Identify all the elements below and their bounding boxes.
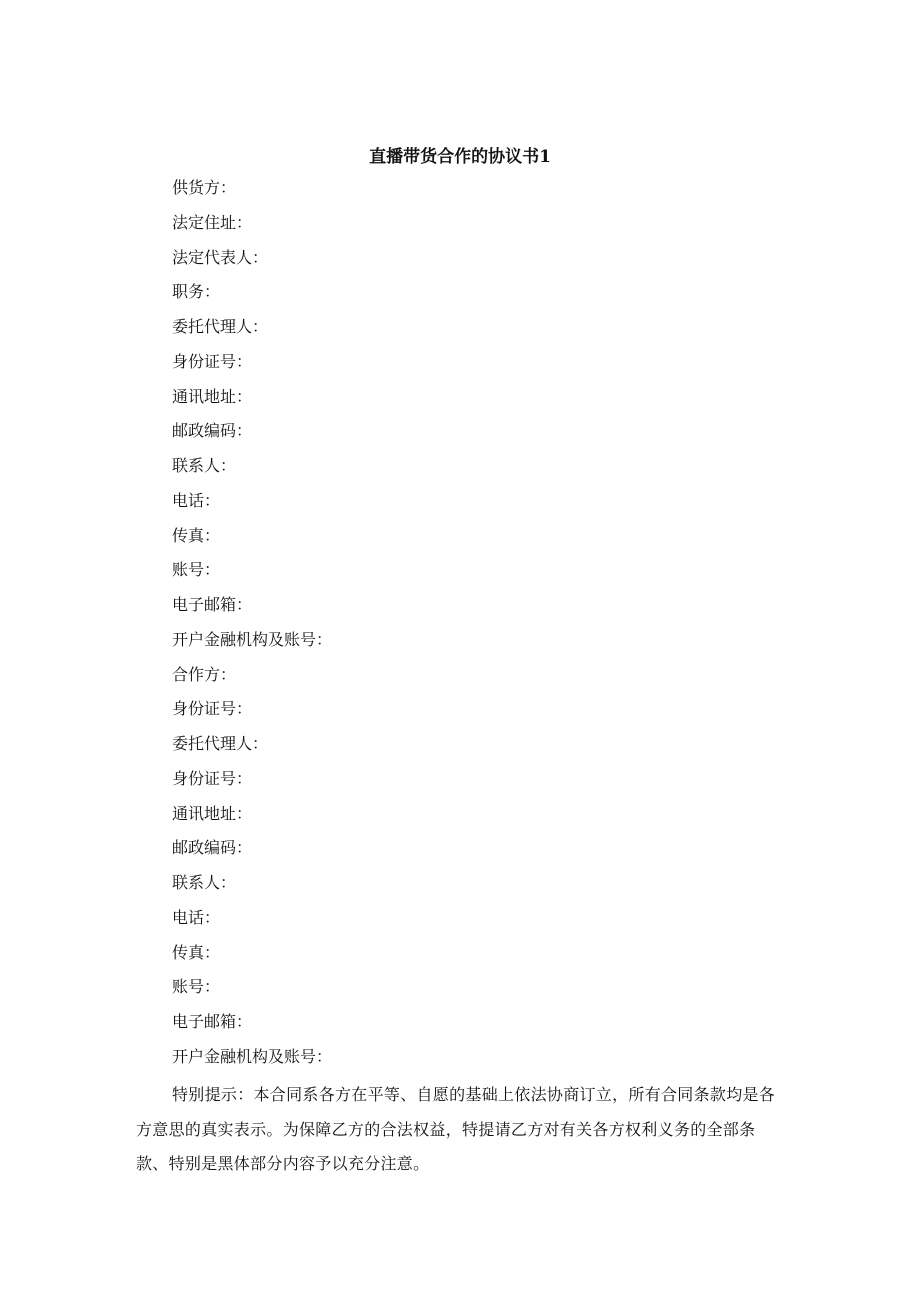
field-partner: 合作方： bbox=[172, 664, 237, 684]
field-supplier: 供货方： bbox=[172, 178, 237, 197]
field-partner-postal-code: 邮政编码： bbox=[172, 838, 253, 858]
field-position: 职务： bbox=[172, 282, 221, 302]
field-authorized-agent: 委托代理人： bbox=[172, 317, 269, 336]
field-partner-agent-id-number: 身份证号： bbox=[172, 768, 253, 788]
field-partner-contact-person: 联系人： bbox=[172, 873, 237, 892]
field-email: 电子邮箱： bbox=[172, 595, 253, 614]
field-fax: 传真： bbox=[172, 525, 221, 545]
party-info-fields bbox=[172, 178, 332, 1082]
field-partner-authorized-agent: 委托代理人： bbox=[172, 734, 269, 753]
field-account: 账号： bbox=[172, 560, 221, 580]
field-legal-address: 法定住址： bbox=[172, 212, 253, 232]
document-title: 直播带货合作的协议书1 bbox=[369, 147, 551, 167]
field-bank-account: 开户金融机构及账号： bbox=[172, 629, 333, 649]
field-partner-email: 电子邮箱： bbox=[172, 1012, 253, 1031]
field-postal-code: 邮政编码： bbox=[172, 421, 253, 441]
special-notice-paragraph: 特别提示：本合同系各方在平等、自愿的基础上依法协商订立，所有合同条款均是各方意思的真实表示。为保障乙方的合法权益，特提请乙方对有关各方权利义务的全部条款、特别是黑体部分内容予以充分注意。 bbox=[136, 1085, 776, 1173]
field-contact-person: 联系人： bbox=[172, 456, 237, 475]
field-mailing-address: 通讯地址： bbox=[172, 386, 253, 406]
field-legal-representative: 法定代表人： bbox=[172, 247, 269, 267]
field-partner-bank-account: 开户金融机构及账号： bbox=[172, 1046, 333, 1066]
field-partner-mailing-address: 通讯地址： bbox=[172, 803, 253, 823]
field-partner-account: 账号： bbox=[172, 977, 221, 997]
field-partner-fax: 传真： bbox=[172, 942, 221, 962]
field-id-number: 身份证号： bbox=[172, 351, 253, 371]
field-partner-phone: 电话： bbox=[172, 907, 221, 927]
field-partner-id-number: 身份证号： bbox=[172, 699, 253, 719]
field-phone: 电话： bbox=[172, 490, 221, 510]
